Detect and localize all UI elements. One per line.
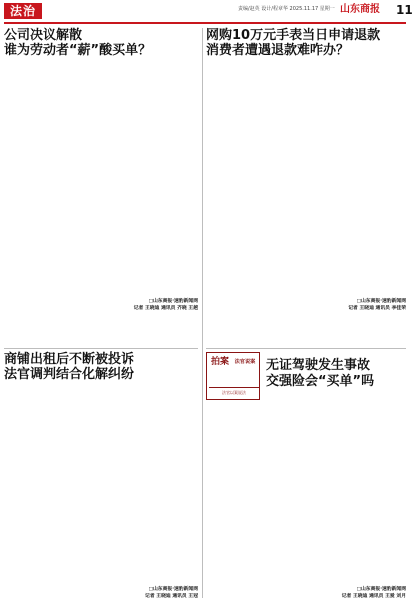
column-seal-logo [206,352,260,400]
row-divider-right [206,348,406,349]
article-body [206,412,406,588]
seal-glyph: 拍案 [210,357,229,367]
seal-name: 法官说案 [234,359,256,365]
article-byline [4,586,198,600]
article-shop-rental [4,352,198,600]
headline-line: 公司决议解散 [4,28,83,43]
article-headline [266,358,406,390]
article-byline [206,298,406,312]
headline-line: 法官调判结合化解纠纷 [4,367,135,382]
article-watch-refund [206,28,406,346]
byline-reporters: 记者 王晓迪 通讯员 王爱 刘月 [341,594,406,599]
article-company-dissolution [4,28,198,346]
headline-line: 谁为劳动者“薪”酸买单？ [4,43,152,58]
byline-reporters: 记者 王晓迪 通讯员 王冠 [145,594,198,599]
byline-source: □山东商报·速豹新闻网 [356,299,406,304]
byline-reporters: 记者 王晓迪 通讯员 李佳荣 [348,306,406,311]
headline-line: 交强险会“买单”吗 [266,374,375,389]
article-headline [4,28,198,58]
seal-subtitle: 法官以案说法 [209,387,259,397]
article-body [4,387,198,599]
page-number: 11 [396,3,413,17]
article-byline [206,586,406,600]
byline-reporters: 记者 王晓迪 通讯员 齐晓 王越 [133,306,198,311]
edition-meta: 责编/赵英 设计/程章华 2025.11.17 星期一 [238,6,335,12]
byline-source: □山东商报·速豹新闻网 [356,587,406,592]
article-headline [4,352,198,382]
article-byline [4,298,198,312]
headline-line: 无证驾驶发生事故 [266,358,371,373]
column-divider [202,28,203,598]
masthead [0,0,413,22]
article-unlicensed-driving [206,352,406,600]
headline-line: 网购10万元手表当日申请退款 [206,28,381,43]
article-headline [206,28,406,58]
headline-line: 商铺出租后不断被投诉 [4,352,135,367]
paper-name: 山东商报 [340,4,380,15]
masthead-rule [4,22,406,24]
byline-source: □山东商报·速豹新闻网 [148,299,198,304]
row-divider-left [4,348,198,349]
byline-source: □山东商报·速豹新闻网 [148,587,198,592]
section-tag: 法治 [4,3,42,19]
headline-line: 消费者遭遇退款难咋办？ [206,43,350,58]
